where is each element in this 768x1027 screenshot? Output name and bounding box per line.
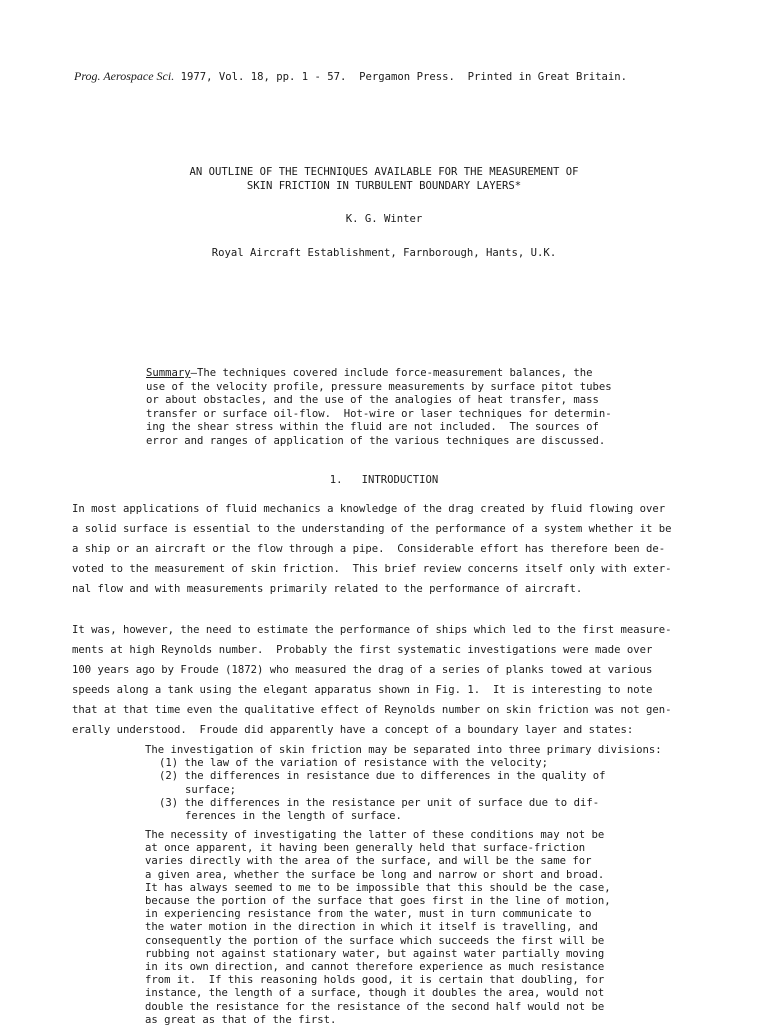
quote-line: The necessity of investigating the latter of these conditions may not be <box>145 829 605 841</box>
quote-list-item: (2) the differences in resistance due to differences in the quality of <box>159 770 606 783</box>
quote-line: in its own direction, and cannot therefore experience as much resistance <box>145 961 605 974</box>
quote-line: because the portion of the surface that goes first in the line of motion, <box>145 895 611 908</box>
author-name: K. G. Winter <box>345 213 423 225</box>
quote-line: instance, the length of a surface, though it doubles the area, would not <box>145 987 605 1000</box>
quote-line: The investigation of skin friction may be separated into three primary divisions: <box>145 744 662 756</box>
quote-line: double the resistance for the resistance of the second half would not be <box>145 1000 605 1013</box>
quote-list-item: (1) the law of the variation of resistance with the velocity; <box>159 757 549 770</box>
paper-title-line-1: AN OUTLINE OF THE TECHNIQUES AVAILABLE FOR THE MEASUREMENT OF <box>189 166 579 178</box>
summary-line: use of the velocity profile, pressure measurements by surface pitot tubes <box>146 380 612 393</box>
block-quote-divisions <box>145 744 705 823</box>
summary-line: transfer or surface oil-flow. Hot-wire or laser techniques for determin- <box>146 407 612 420</box>
quote-line: at once apparent, it having been generally held that surface-friction <box>145 842 586 855</box>
paragraph-line: nal flow and with measurements primarily related to the performance of aircraft. <box>72 583 583 595</box>
paragraph-line: In most applications of fluid mechanics a knowledge of the drag created by fluid flowing over <box>72 503 666 515</box>
block-quote-froude <box>145 829 705 1027</box>
quote-line: as great as that of the first. <box>145 1013 337 1026</box>
quote-line: consequently the portion of the surface which succeeds the first will be <box>145 934 605 947</box>
summary-label: Summary <box>146 367 191 379</box>
paragraph-line: voted to the measurement of skin friction. This brief review concerns itself only with exter- <box>72 563 672 575</box>
paragraph-line: that at that time even the qualitative effect of Reynolds number on skin friction was not gen- <box>72 704 672 716</box>
paragraph-line: 100 years ago by Froude (1872) who measured the drag of a series of planks towed at various <box>72 664 653 676</box>
paragraph-line: speeds along a tank using the elegant apparatus shown in Fig. 1. It is interesting to note <box>72 684 653 696</box>
paragraph-line: It was, however, the need to estimate the performance of ships which led to the first measure- <box>72 624 672 636</box>
paragraph-line: a ship or an aircraft or the flow through a pipe. Considerable effort has therefore been de- <box>72 543 666 555</box>
intro-paragraph-2 <box>72 620 712 740</box>
quote-line: a given area, whether the surface be long and narrow or short and broad. <box>145 868 605 881</box>
quote-line: varies directly with the area of the surface, and will be the same for <box>145 855 592 868</box>
quote-line: rubbing not against stationary water, but against water partially moving <box>145 947 605 960</box>
summary-first-line: —The techniques covered include force-measurement balances, the <box>190 367 593 379</box>
quote-list-item: (3) the differences in the resistance per unit of surface due to dif- <box>159 796 600 809</box>
paragraph-line: ments at high Reynolds number. Probably the first systematic investigations were made over <box>72 644 653 656</box>
summary-block <box>146 367 646 449</box>
paragraph-line: a solid surface is essential to the understanding of the performance of a system whether it be <box>72 523 672 535</box>
section-heading: 1. INTRODUCTION <box>329 474 439 486</box>
quote-list-item: ferences in the length of surface. <box>185 810 402 823</box>
quote-list-item: surface; <box>185 783 237 796</box>
summary-line: error and ranges of application of the various techniques are discussed. <box>146 434 606 447</box>
summary-line: or about obstacles, and the use of the analogies of heat transfer, mass <box>146 394 599 407</box>
citation-details: 1977, Vol. 18, pp. 1 - 57. Pergamon Press. Printed in Great Britain. <box>174 71 628 83</box>
affiliation: Royal Aircraft Establishment, Farnborough, Hants, U.K. <box>211 247 557 259</box>
paragraph-line: erally understood. Froude did apparently have a concept of a boundary layer and states: <box>72 724 634 736</box>
quote-line: It has always seemed to me to be impossible that this should be the case, <box>145 881 611 894</box>
journal-name: Prog. Aerospace Sci. <box>74 69 175 83</box>
citation-line <box>74 69 627 84</box>
quote-line: from it. If this reasoning holds good, it is certain that doubling, for <box>145 974 605 987</box>
summary-line <box>146 367 646 381</box>
paper-title-line-2: SKIN FRICTION IN TURBULENT BOUNDARY LAYERS* <box>246 180 522 192</box>
quote-line: the water motion in the direction in which it itself is travelling, and <box>145 921 598 934</box>
summary-line: ing the shear stress within the fluid are not included. The sources of <box>146 421 599 434</box>
intro-paragraph-1 <box>72 499 712 599</box>
quote-line: in experiencing resistance from the water, must in turn communicate to <box>145 908 592 921</box>
